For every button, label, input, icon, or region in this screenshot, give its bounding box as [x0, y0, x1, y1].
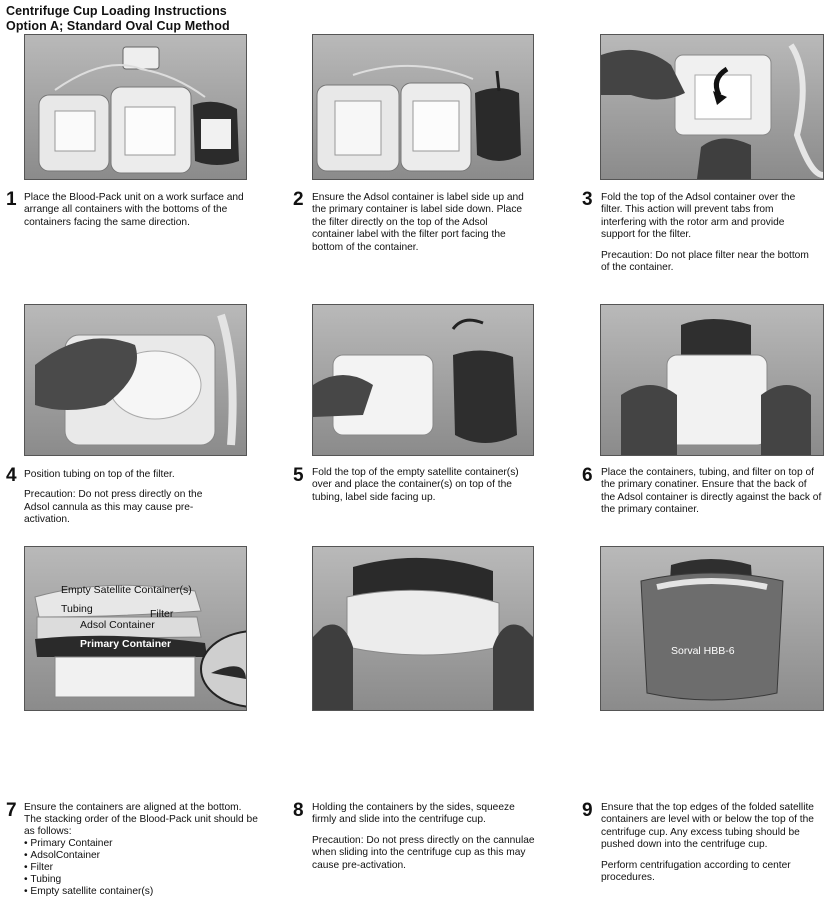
label-empty-satellite: Empty Satellite Container(s): [61, 584, 192, 596]
step-4-body: Position tubing on top of the filter.: [24, 469, 175, 480]
step-8-number: 8: [293, 800, 304, 821]
step-9-number: 9: [582, 800, 593, 821]
step-1-photo: [24, 34, 247, 180]
list-item: • Primary Container: [24, 838, 260, 850]
step-2-body: Ensure the Adsol container is label side up and the primary container is label side down. Place the filter directly on the top of the Adsol container label with the filter port facing the bottom of the container.: [312, 192, 524, 253]
step-6-number: 6: [582, 465, 593, 486]
label-primary: Primary Container: [80, 638, 172, 650]
page-title: Centrifuge Cup Loading Instructions: [6, 4, 227, 18]
step-1-number: 1: [6, 189, 17, 210]
step-8-precaution: Precaution: Do not press directly on the cannulae when sliding into the centrifuge cup as this may cause pre-activation.: [312, 834, 535, 871]
step-9-photo: [600, 546, 824, 711]
step-7-number: 7: [6, 800, 17, 821]
step-2-photo: [312, 34, 534, 180]
list-item: • AdsolContainer: [24, 850, 260, 862]
step-9-text: [601, 802, 831, 884]
step-3-number: 3: [582, 189, 593, 210]
label-adsol: Adsol Container: [80, 619, 155, 631]
step-7-stacking-list: [24, 838, 260, 898]
step-5-text: [312, 467, 532, 504]
step-3-photo: [600, 34, 824, 180]
label-centrifuge-cup: Sorval HBB-6: [671, 645, 735, 657]
step-7-body: Ensure the containers are aligned at the bottom. The stacking order of the Blood-Pack unit should be as follows:: [24, 802, 258, 837]
step-6-body: Place the containers, tubing, and filter on top of the primary conatiner. Ensure that the back of the Adsol container is directly against the back of the primary container.: [601, 467, 822, 516]
step-9-note: Perform centrifugation according to center procedures.: [601, 859, 791, 884]
step-2-number: 2: [293, 189, 304, 210]
step-4-text: [24, 469, 214, 527]
step-4-precaution: Precaution: Do not press directly on the Adsol cannula as this may cause pre-activation.: [24, 489, 203, 526]
step-5-body: Fold the top of the empty satellite container(s) over and place the container(s) on top of the tubing, label side facing up.: [312, 467, 519, 503]
step-9-body: Ensure that the top edges of the folded satellite containers are level with or below the top of the centrifuge cup. Any excess tubing should be pushed down into the centrifuge cup.: [601, 802, 814, 851]
step-2-text: [312, 192, 532, 254]
step-8-photo: [312, 546, 534, 711]
list-item: • Tubing: [24, 874, 260, 886]
step-8-body: Holding the containers by the sides, squeeze firmly and slide into the centrifuge cup.: [312, 802, 515, 826]
label-tubing: Tubing: [61, 603, 93, 615]
step-4-photo: [24, 304, 247, 456]
step-3-text: [601, 192, 815, 274]
page-subtitle: Option A; Standard Oval Cup Method: [6, 19, 230, 33]
list-item: • Empty satellite container(s): [24, 886, 260, 898]
step-6-text: [601, 467, 823, 517]
step-5-number: 5: [293, 465, 304, 486]
step-8-text: [312, 802, 538, 872]
step-3-body: Fold the top of the Adsol container over the filter. This action will prevent tabs from interfering with the rotor arm and provide support for the filter.: [601, 192, 796, 241]
step-4-number: 4: [6, 465, 17, 486]
step-7-text: [24, 802, 260, 898]
list-item: • Filter: [24, 862, 260, 874]
step-5-photo: [312, 304, 534, 456]
step-1-text: [24, 192, 244, 229]
label-filter: Filter: [150, 608, 174, 620]
step-7-photo: [24, 546, 247, 711]
step-6-photo: [600, 304, 824, 456]
step-3-precaution: Precaution: Do not place filter near the bottom of the container.: [601, 249, 809, 274]
step-1-body: Place the Blood-Pack unit on a work surface and arrange all containers with the bottoms of the containers facing the same direction.: [24, 192, 244, 228]
